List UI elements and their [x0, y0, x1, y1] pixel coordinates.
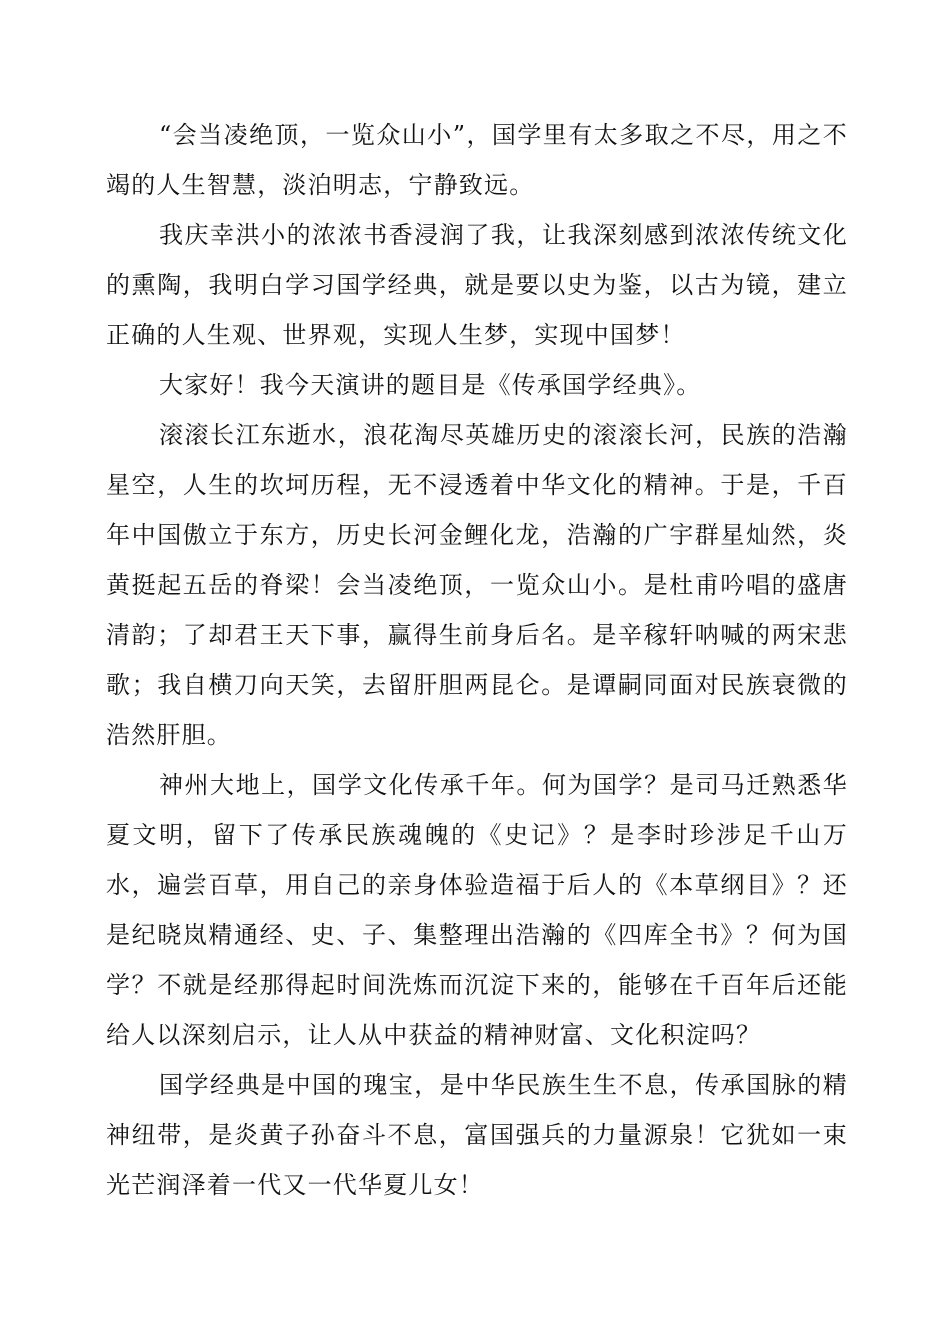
paragraph-6: 国学经典是中国的瑰宝，是中华民族生生不息，传承国脉的精神纽带，是炎黄子孙奋斗不息，富国强兵的力量源泉！它犹如一束光芒润泽着一代又一代华夏儿女！: [106, 1071, 848, 1199]
paragraph-4: 滚滚长江东逝水，浪花淘尽英雄历史的滚滚长河，民族的浩瀚星空，人生的坎坷历程，无不浸透着中华文化的精神。于是，千百年中国傲立于东方，历史长河金鲤化龙，浩瀚的广宇群星灿然，炎黄挺起五岳的脊梁！会当凌绝顶，一览众山小。是杜甫吟唱的盛唐清韵；了却君王天下事，赢得生前身后名。是辛稼轩呐喊的两宋悲歌；我自横刀向天笑，去留肝胆两昆仑。是谭嗣同面对民族衰微的浩然肝胆。: [106, 421, 848, 749]
paragraph-5: 神州大地上，国学文化传承千年。何为国学？是司马迁熟悉华夏文明，留下了传承民族魂魄的《史记》？是李时珍涉足千山万水，遍尝百草，用自己的亲身体验造福于后人的《本草纲目》？还是纪晓岚精通经、史、子、集整理出浩瀚的《四库全书》？何为国学？不就是经那得起时间洗炼而沉淀下来的，能够在千百年后还能给人以深刻启示，让人从中获益的精神财富、文化积淀吗？: [106, 771, 848, 1049]
paragraph-3: 大家好！我今天演讲的题目是《传承国学经典》。: [159, 371, 702, 399]
paragraph-2: 我庆幸洪小的浓浓书香浸润了我，让我深刻感到浓浓传统文化的熏陶，我明白学习国学经典，就是要以史为鉴，以古为镜，建立正确的人生观、世界观，实现人生梦，实现中国梦！: [106, 221, 848, 349]
document-body: [106, 110, 848, 1210]
paragraph-1: “会当凌绝顶，一览众山小”，国学里有太多取之不尽，用之不竭的人生智慧，淡泊明志，宁静致远。: [106, 121, 848, 199]
